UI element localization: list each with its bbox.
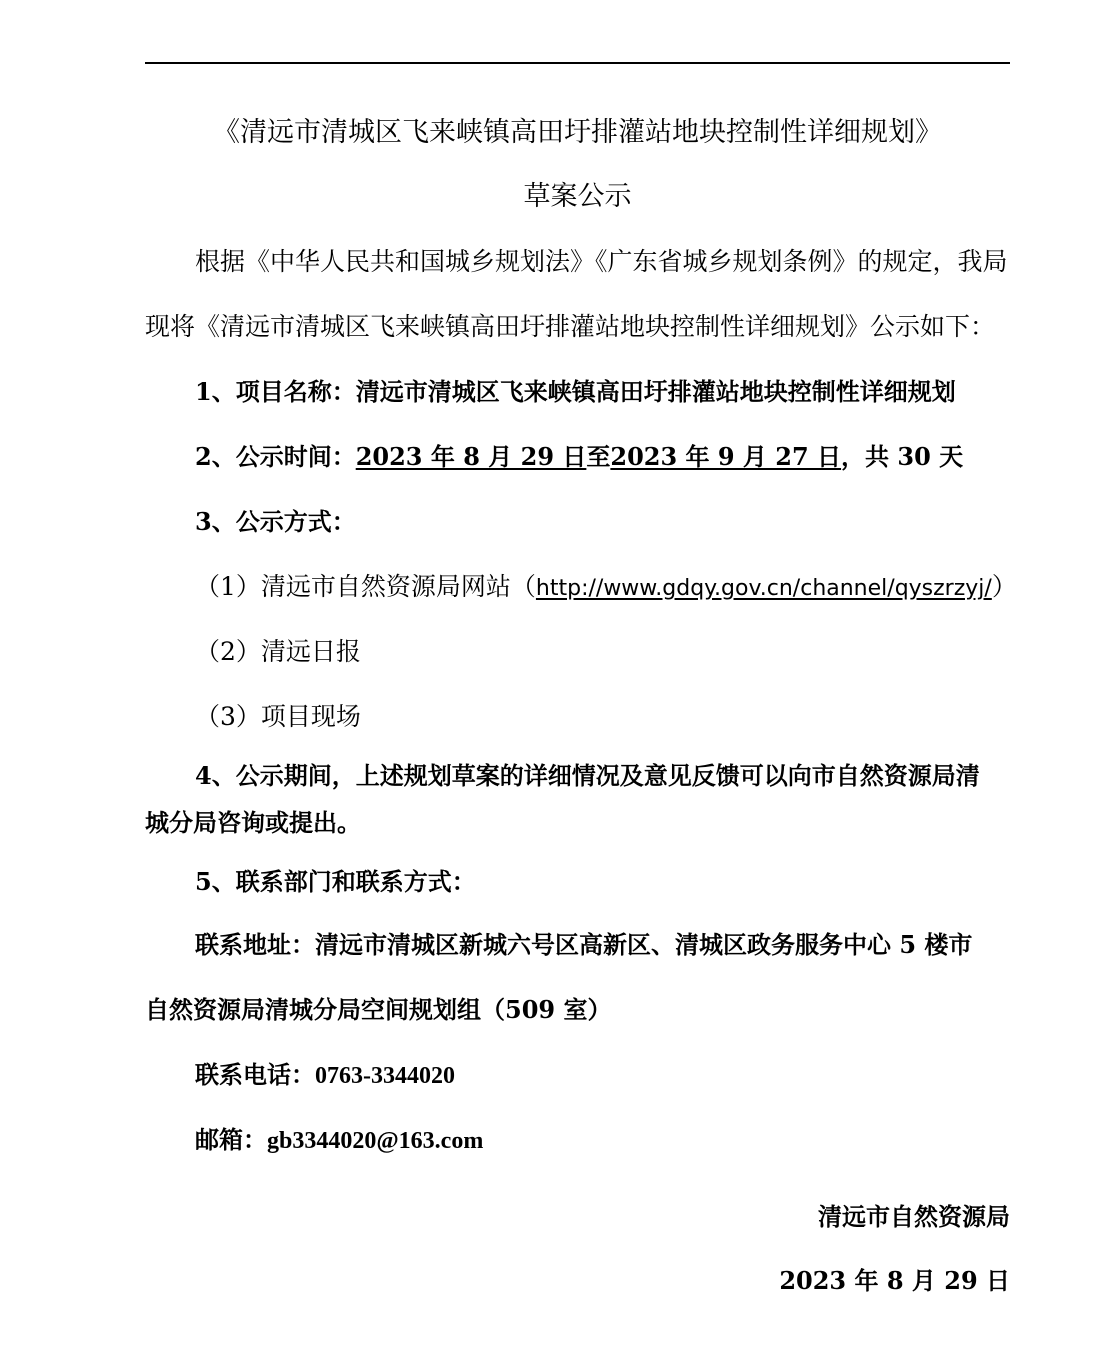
publicity-duration: ，共 30 天 <box>841 442 964 471</box>
method-newspaper: （2）清远日报 <box>195 637 361 666</box>
item-feedback-line2: 城分局咨询或提出。 <box>145 808 361 837</box>
method-website <box>195 570 1017 606</box>
publicity-time-label: 2、公示时间： <box>195 442 356 471</box>
contact-email-address: gb3344020@163.com <box>267 1128 484 1154</box>
contact-phone <box>195 1058 455 1093</box>
item-feedback-line1: 4、公示期间，上述规划草案的详细情况及意见反馈可以向市自然资源局清 <box>195 761 980 790</box>
contact-phone-label: 联系电话： <box>195 1060 315 1089</box>
intro-paragraph-line1: 根据《中华人民共和国城乡规划法》《广东省城乡规划条例》的规定，我局 <box>195 247 1008 276</box>
publicity-start-date: 2023 年 8 月 29 日 <box>355 442 587 471</box>
intro-paragraph-line2: 现将《清远市清城区飞来峡镇高田圩排灌站地块控制性详细规划》公示如下： <box>145 312 996 341</box>
item-publicity-method: 3、公示方式： <box>195 507 356 536</box>
method-website-label: （1）清远市自然资源局网站（ <box>195 572 536 601</box>
document-subtitle: 草案公示 <box>523 181 632 212</box>
contact-address-line2: 自然资源局清城分局空间规划组（509 室） <box>145 995 612 1024</box>
method-website-close: ） <box>991 572 1017 601</box>
item-project-name: 1、项目名称：清远市清城区飞来峡镇高田圩排灌站地块控制性详细规划 <box>195 377 956 406</box>
contact-email-label: 邮箱： <box>195 1125 267 1154</box>
website-link[interactable]: http://www.gdqy.gov.cn/channel/qyszrzyj/ <box>535 576 992 601</box>
issue-date: 2023 年 8 月 29 日 <box>779 1266 1010 1295</box>
publicity-end-date: 2023 年 9 月 27 日 <box>610 442 842 471</box>
issuer-name: 清远市自然资源局 <box>818 1202 1010 1231</box>
method-site: （3）项目现场 <box>195 702 361 731</box>
contact-address-line1: 联系地址：清远市清城区新城六号区高新区、清城区政务服务中心 5 楼市 <box>195 930 973 959</box>
header-rule <box>145 62 1010 64</box>
document-title: 《清远市清城区飞来峡镇高田圩排灌站地块控制性详细规划》 <box>213 117 942 148</box>
contact-email <box>195 1123 483 1158</box>
publicity-to: 至 <box>586 442 611 471</box>
item-contact: 5、联系部门和联系方式： <box>195 867 476 896</box>
item-publicity-time <box>195 440 963 474</box>
contact-phone-number: 0763-3344020 <box>315 1063 455 1089</box>
